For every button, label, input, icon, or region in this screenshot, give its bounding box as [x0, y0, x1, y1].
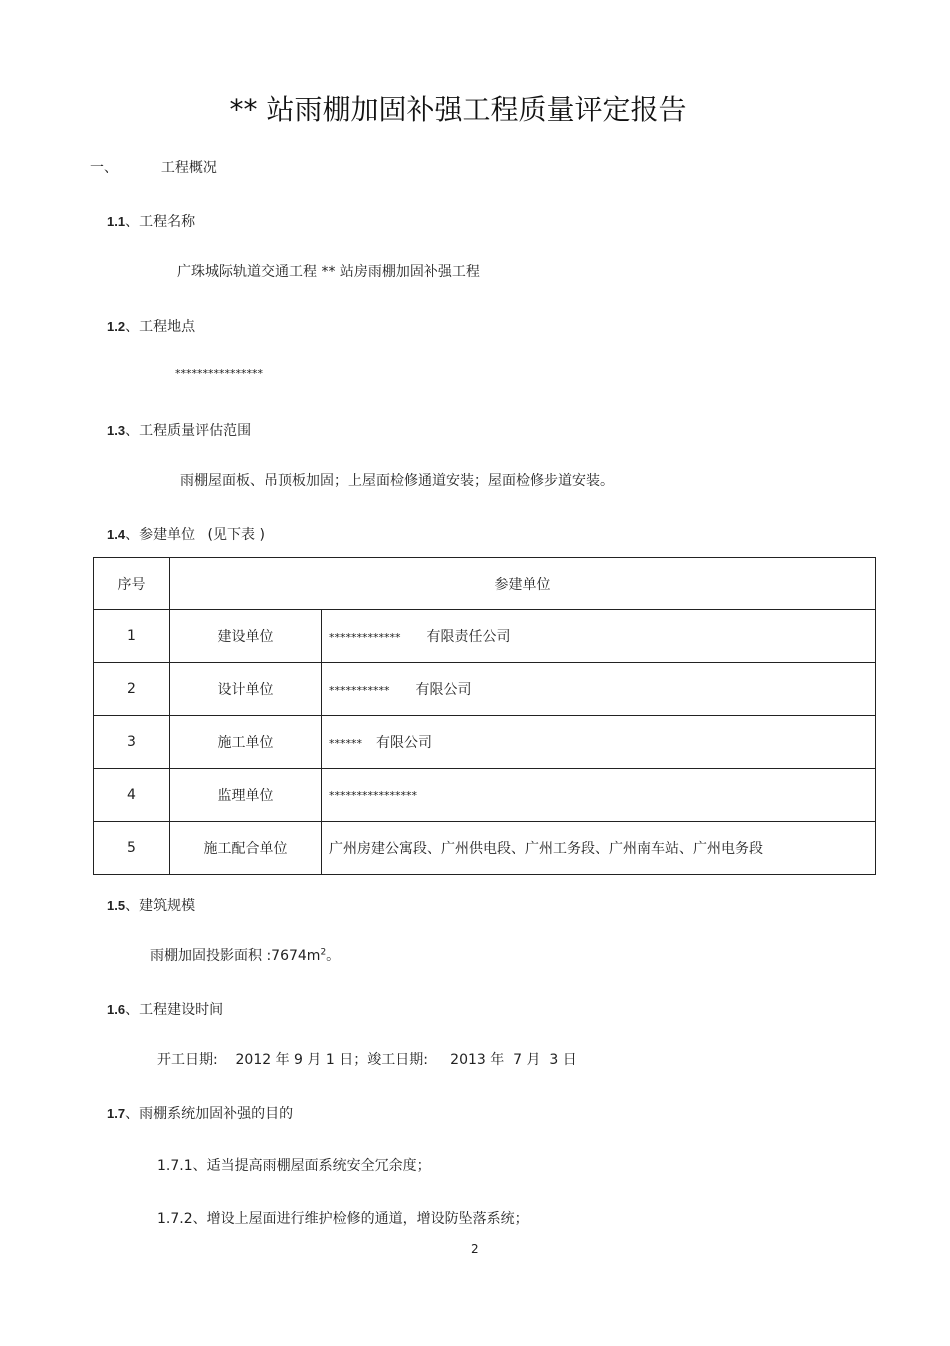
scale-exponent: 2 — [320, 947, 327, 958]
cell-no: 1 — [94, 610, 170, 663]
cell-no: 3 — [94, 716, 170, 769]
cell-name — [322, 769, 876, 822]
cell-no: 4 — [94, 769, 170, 822]
cell-role: 监理单位 — [170, 769, 322, 822]
heading-number: 1.3 — [107, 423, 126, 438]
project-location: **************** — [175, 367, 263, 380]
cell-name — [322, 716, 876, 769]
header-units: 参建单位 — [170, 558, 876, 610]
page-number: 2 — [471, 1242, 479, 1256]
heading-1-7 — [107, 1103, 293, 1123]
heading-label: 、工程地点 — [125, 319, 196, 335]
heading-number: 1.7 — [107, 1106, 126, 1121]
heading-number: 1.1 — [107, 214, 126, 229]
section-label: 工程概况 — [160, 160, 217, 176]
heading-1-3 — [107, 420, 251, 440]
participants-table — [93, 557, 876, 875]
heading-1-5 — [107, 895, 195, 915]
heading-1-2 — [107, 316, 195, 336]
cell-role: 施工单位 — [170, 716, 322, 769]
company-suffix: 广州房建公寓段、广州供电段、广州工务段、广州南车站、广州电务段 — [329, 841, 763, 857]
table-row — [94, 610, 876, 663]
company-suffix: 有限责任公司 — [426, 629, 511, 645]
cell-role: 施工配合单位 — [170, 822, 322, 875]
building-scale — [150, 945, 340, 965]
section-number: 一、 — [90, 160, 118, 176]
company-suffix: 有限公司 — [415, 682, 472, 698]
purpose-item: 1.7.1、适当提高雨棚屋面系统安全冗余度； — [157, 1158, 431, 1174]
project-name: 广珠城际轨道交通工程 ** 站房雨棚加固补强工程 — [177, 264, 480, 280]
table-header-row — [94, 558, 876, 610]
heading-1-6 — [107, 999, 223, 1019]
heading-number: 1.2 — [107, 319, 126, 334]
table-row — [94, 769, 876, 822]
heading-label: 、工程建设时间 — [125, 1002, 224, 1018]
heading-label: 、建筑规模 — [125, 898, 196, 914]
scale-end: 。 — [326, 948, 341, 964]
header-no: 序号 — [94, 558, 170, 610]
table-row — [94, 716, 876, 769]
heading-label: 、工程名称 — [125, 214, 196, 230]
heading-label: 、参建单位 — [125, 527, 196, 543]
heading-number: 1.4 — [107, 527, 126, 542]
masked-text: ****** — [329, 737, 362, 750]
assessment-scope: 雨棚屋面板、吊顶板加固；上屋面检修通道安装；屋面检修步道安装。 — [180, 473, 614, 489]
cell-name — [322, 610, 876, 663]
section-heading — [90, 157, 217, 177]
cell-name — [322, 822, 876, 875]
heading-1-1 — [107, 211, 195, 231]
heading-note: (见下表 ) — [207, 527, 265, 543]
masked-text: ************* — [329, 631, 401, 644]
heading-number: 1.6 — [107, 1002, 126, 1017]
heading-label: 、工程质量评估范围 — [125, 423, 252, 439]
cell-no: 2 — [94, 663, 170, 716]
cell-role: 建设单位 — [170, 610, 322, 663]
construction-dates: 开工日期: 2012 年 9 月 1 日；竣工日期: 2013 年 7 月 3 日 — [157, 1052, 577, 1068]
table-row — [94, 822, 876, 875]
page-title: ** 站雨棚加固补强工程质量评定报告 — [229, 93, 687, 126]
heading-1-4 — [107, 524, 265, 544]
company-suffix: 有限公司 — [376, 735, 432, 751]
cell-role: 设计单位 — [170, 663, 322, 716]
heading-number: 1.5 — [107, 898, 126, 913]
masked-text: *********** — [329, 684, 390, 697]
table-row — [94, 663, 876, 716]
heading-label: 、雨棚系统加固补强的目的 — [125, 1106, 294, 1122]
masked-text: **************** — [329, 789, 417, 802]
cell-no: 5 — [94, 822, 170, 875]
scale-text: 雨棚加固投影面积 :7674m — [150, 948, 321, 964]
purpose-item: 1.7.2、增设上屋面进行维护检修的通道，增设防坠落系统； — [157, 1211, 529, 1227]
cell-name — [322, 663, 876, 716]
